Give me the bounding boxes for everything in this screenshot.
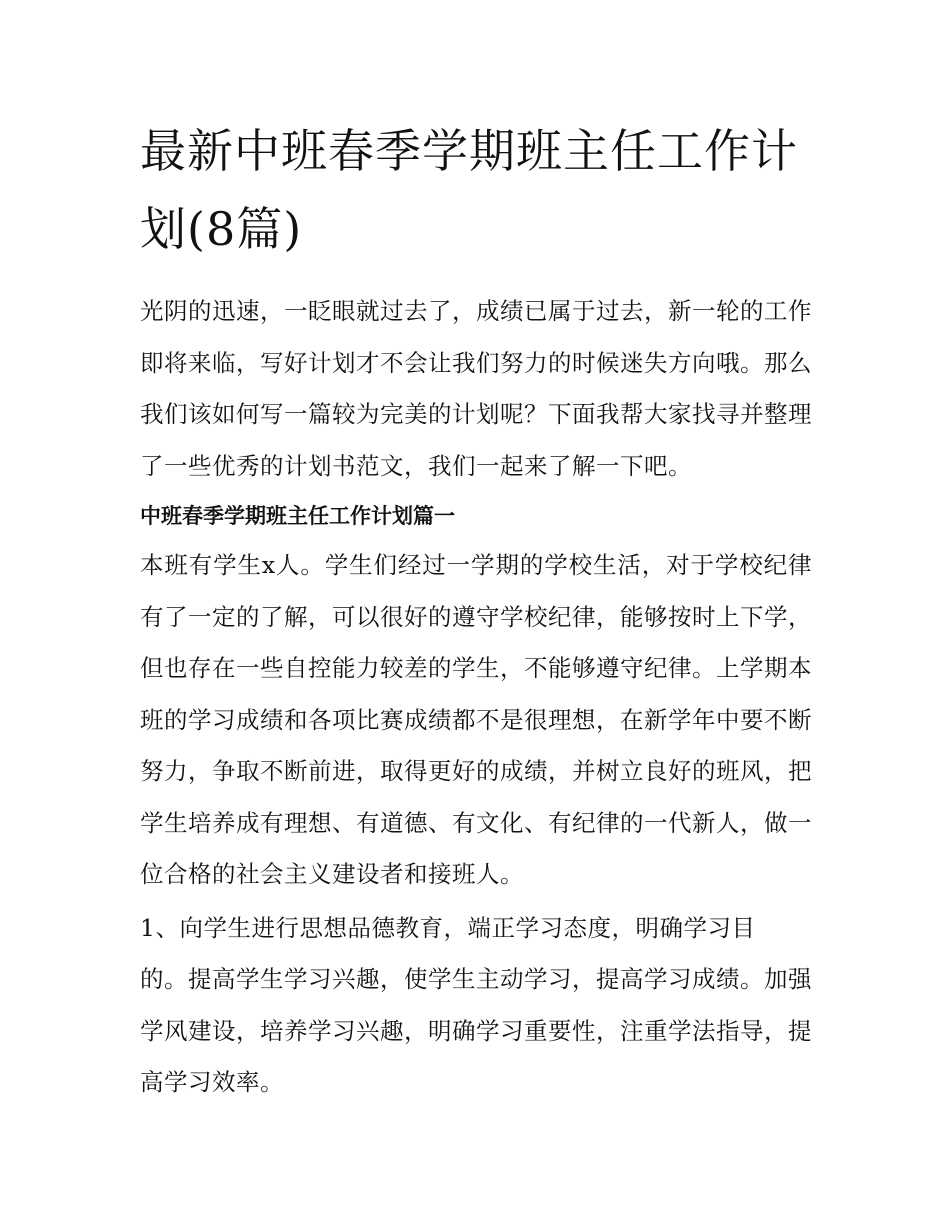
list-item-1-rest: 的。提高学生学习兴趣，使学生主动学习，提高学习成绩。加强学风建设，培养学习兴趣，明确学习重要性，注重学法指导，提高学习效率。 — [140, 965, 812, 1096]
list-item-1 — [140, 903, 812, 1109]
document-title: 最新中班春季学期班主任工作计划(8篇) — [140, 124, 798, 256]
intro-paragraph: 光阴的迅速，一眨眼就过去了，成绩已属于过去，新一轮的工作即将来临，写好计划才不会让我们努力的时候迷失方向哦。那么我们该如何写一篇较为完美的计划呢？下面我帮大家找寻并整理了一些优秀的计划书范文，我们一起来了解一下吧。 — [140, 297, 812, 480]
list-item-1-first-line: 1、向学生进行思想品德教育，端正学习态度，明确学习目 — [140, 913, 756, 942]
body-paragraph-1: 本班有学生x人。学生们经过一学期的学校生活，对于学校纪律有了一定的了解，可以很好的遵守学校纪律，能够按时上下学，但也存在一些自控能力较差的学生，不能够遵守纪律。上学期本班的学习成绩和各项比赛成绩都不是很理想，在新学年中要不断努力，争取不断前进，取得更好的成绩，并树立良好的班风，把学生培养成有理想、有道德、有文化、有纪律的一代新人，做一位合格的社会主义建设者和接班人。 — [140, 551, 812, 888]
section-heading: 中班春季学期班主任工作计划篇一 — [140, 503, 455, 528]
document-page — [140, 112, 812, 1109]
